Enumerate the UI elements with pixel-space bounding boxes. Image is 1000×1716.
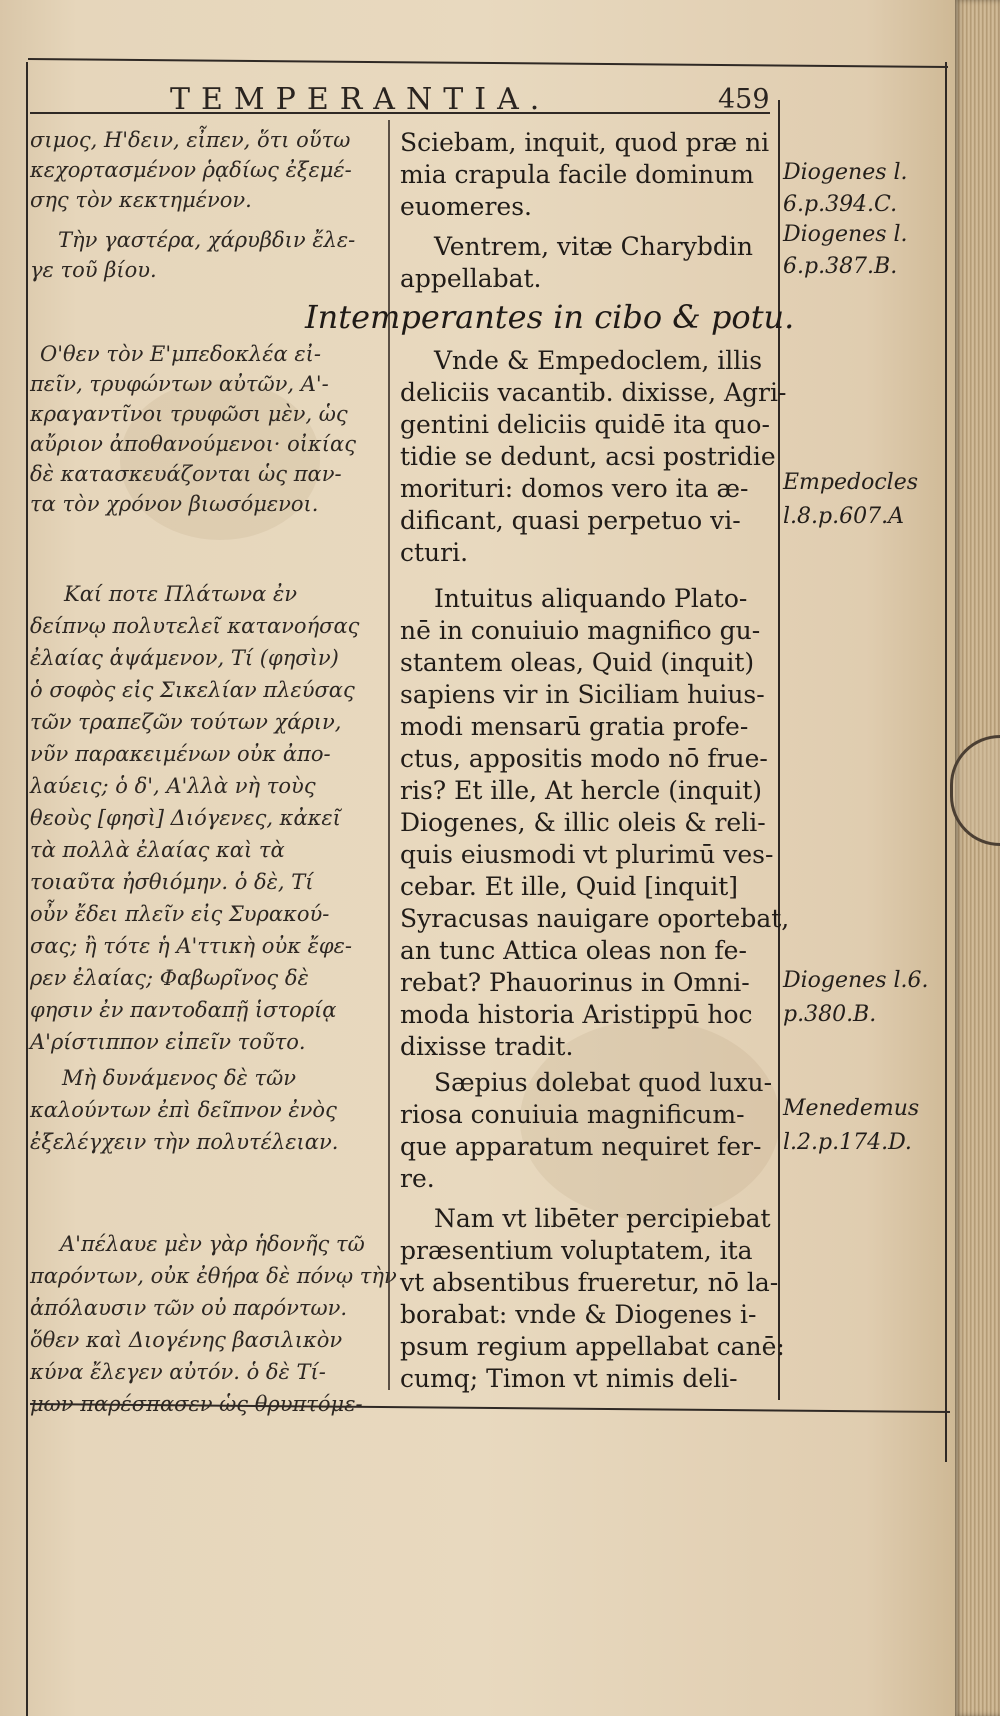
latin-line: gentini deliciis quidē ita quo- [400,410,770,439]
latin-line: deliciis vacantib. dixisse, Agri- [400,378,787,407]
latin-line: quis eiusmodi vt plurimū ves- [400,840,774,869]
greek-line: φησιν ἐν παντοδαπῇ ἱστορίᾳ [30,998,337,1022]
greek-line: Μὴ δυνάμενος δὲ τῶν [62,1066,296,1090]
latin-line: riosa conuiuia magnificum- [400,1100,745,1129]
greek-line: Α'πέλαυε μὲν γὰρ ἡδονῆς τῶ [60,1232,365,1256]
latin-line: psum regium appellabat canē: [400,1332,785,1361]
latin-line: Sæpius dolebat quod luxu- [434,1068,773,1097]
latin-line: borabat: vnde & Diogenes i- [400,1300,757,1329]
latin-line: sapiens vir in Siciliam huius- [400,680,765,709]
greek-line: ἐλαίας ἁψάμενον, Τί (φησὶν) [30,646,339,670]
latin-line: Intuitus aliquando Plato- [434,584,748,613]
latin-line: re. [400,1164,435,1193]
latin-line: appellabat. [400,264,542,293]
greek-line: κραγαντῖνοι τρυφῶσι μὲν, ὡς [30,402,348,426]
latin-line: nē in conuiuio magnifico gu- [400,616,761,645]
greek-line: αὔριον ἀποθανούμενοι· οἰκίας [30,432,356,456]
greek-line: θεοὺς [φησὶ] Διόγενες, κἀκεῖ [30,806,341,830]
latin-line: moda historia Aristippū hoc [400,1000,753,1029]
latin-line: cebar. Et ille, Quid [inquit] [400,872,739,901]
latin-line: que apparatum nequiret fer- [400,1132,762,1161]
page-number: 459 [718,84,770,115]
latin-line: Vnde & Empedoclem, illis [434,346,763,375]
greek-line: παρόντων, οὐκ ἐθήρα δὲ πόνῳ τὴν [30,1264,397,1288]
latin-line: dixisse tradit. [400,1032,574,1061]
greek-line: νῦν παρακειμένων οὐκ ἀπο- [30,742,331,766]
latin-line: cturi. [400,538,469,567]
margin-note: Diogenes l.6. [783,968,929,993]
latin-line: stantem oleas, Quid (inquit) [400,648,755,677]
latin-line: cumq; Timon vt nimis deli- [400,1364,738,1393]
latin-line: ctus, appositis modo nō frue- [400,744,768,773]
margin-note: Diogenes l. [783,222,908,247]
margin-note: p.380.B. [783,1002,877,1027]
greek-line: κεχορτασμένον ῥᾳδίως ἐξεμέ- [30,158,352,182]
latin-line: Nam vt libēter percipiebat [434,1204,771,1233]
greek-line: δείπνῳ πολυτελεῖ κατανοήσας [30,614,360,638]
greek-line: μων παρέσπασεν ὡς θρυπτόμε- [30,1392,363,1416]
greek-line: Ο'θεν τὸν Ε'μπεδοκλέα εἰ- [40,342,321,366]
greek-line: ὅθεν καὶ Διογένης βασιλικὸν [30,1328,343,1352]
latin-line: Syracusas nauigare oportebat, [400,904,790,933]
latin-line: rebat? Phauorinus in Omni- [400,968,750,997]
margin-rule [778,100,780,1400]
greek-line: οὖν ἔδει πλεῖν εἰς Συρακού- [30,902,330,926]
greek-line: Τὴν γαστέρα, χάρυβδιν ἔλε- [58,228,356,252]
margin-note: Menedemus [783,1096,920,1121]
latin-line: tidie se dedunt, acsi postridie [400,442,776,471]
greek-line: γε τοῦ βίου. [30,258,157,282]
latin-line: morituri: domos vero ita æ- [400,474,749,503]
latin-line: an tunc Attica oleas non fe- [400,936,747,965]
greek-line: ἀπόλαυσιν τῶν οὐ παρόντων. [30,1296,348,1320]
latin-line: euomeres. [400,192,532,221]
greek-line: σης τὸν κεκτημένον. [30,188,252,212]
latin-line: præsentium voluptatem, ita [400,1236,753,1265]
greek-line: τοιαῦτα ἠσθιόμην. ὁ δὲ, Τί [30,870,314,894]
latin-line: dificant, quasi perpetuo vi- [400,506,741,535]
greek-line: Α'ρίστιππον εἰπεῖν τοῦτο. [30,1030,306,1054]
outer-rule [945,62,947,1462]
greek-line: Καί ποτε Πλάτωνα ἐν [64,582,297,606]
left-rule [26,62,28,1716]
margin-note: 6.p.394.C. [783,192,898,217]
greek-line: καλούντων ἐπὶ δεῖπνον ἐνὸς [30,1098,337,1122]
latin-line: Sciebam, inquit, quod præ ni [400,128,770,157]
margin-note: Diogenes l. [783,160,908,185]
margin-note: l.2.p.174.D. [783,1130,912,1155]
latin-line: Diogenes, & illic oleis & reli- [400,808,766,837]
greek-line: λαύεις; ὁ δ', Α'λλὰ νὴ τοὺς [30,774,316,798]
greek-line: τα τὸν χρόνον βιωσόμενοι. [30,492,319,516]
margin-note: 6.p.387.B. [783,254,898,279]
latin-line: mia crapula facile dominum [400,160,754,189]
greek-line: κύνα ἔλεγεν αὐτόν. ὁ δὲ Τί- [30,1360,326,1384]
greek-line: πεῖν, τρυφώντων αὐτῶν, Α'- [30,372,329,396]
latin-line: ris? Et ille, At hercle (inquit) [400,776,762,805]
greek-line: τὰ πολλὰ ἐλαίας καὶ τὰ [30,838,285,862]
greek-line: ἐξελέγχειν τὴν πολυτέλειαν. [30,1130,339,1154]
greek-line: δὲ κατασκευάζονται ὡς παν- [30,462,342,486]
page-edges [955,0,1000,1716]
running-head: TEMPERANTIA. [170,82,551,117]
greek-line: ρεν ἐλαίας; Φαβωρῖνος δὲ [30,966,309,990]
margin-note: Empedocles [783,470,919,495]
latin-line: modi mensarū gratia profe- [400,712,749,741]
greek-line: σιμος, Η'δειν, εἶπεν, ὅτι οὕτω [30,128,351,152]
margin-note: l.8.p.607.A [783,504,904,529]
latin-line: Ventrem, vitæ Charybdin [434,232,753,261]
greek-line: τῶν τραπεζῶν τούτων χάριν, [30,710,342,734]
greek-line: σας; ἢ τότε ἡ Α'ττικὴ οὐκ ἔφε- [30,934,352,958]
section-heading: Intemperantes in cibo & potu. [305,298,795,336]
greek-line: ὁ σοφὸς εἰς Σικελίαν πλεύσας [30,678,355,702]
latin-line: vt absentibus frueretur, nō la- [400,1268,779,1297]
